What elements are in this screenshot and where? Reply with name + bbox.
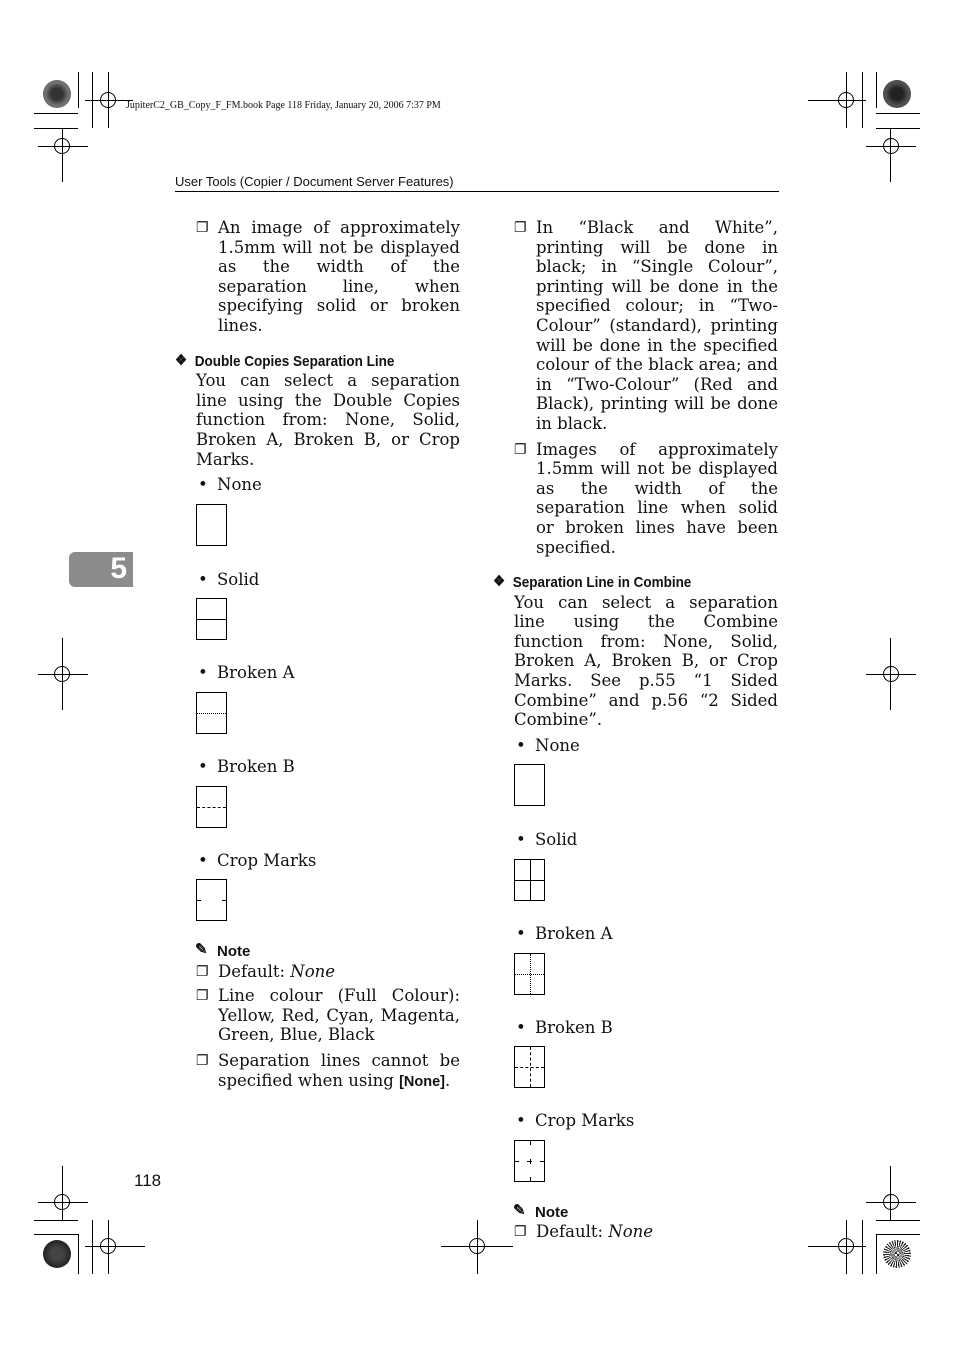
diamond-icon: ❖ bbox=[175, 351, 188, 369]
list-item: • None bbox=[516, 735, 580, 755]
bullet-icon: • bbox=[198, 756, 208, 776]
header-rule bbox=[175, 191, 779, 192]
diamond-icon: ❖ bbox=[493, 573, 506, 591]
checkbox-icon: ❐ bbox=[514, 441, 527, 458]
registration-mark-icon bbox=[54, 666, 70, 682]
section-body: You can select a separation line using the Combine function from: None, Solid, Broken A, Broken B, or Crop Marks. See p.55 “1 Sided Combine” and p.56 “2 Sided Combine”. bbox=[514, 592, 778, 730]
note-heading: ✎ Note bbox=[513, 1201, 569, 1221]
combine-none-diagram bbox=[514, 764, 545, 806]
checkbox-icon: ❐ bbox=[514, 1224, 527, 1241]
registration-mark-icon bbox=[883, 1194, 899, 1210]
pencil-icon: ✎ bbox=[513, 1201, 526, 1219]
list-item: • Crop Marks bbox=[198, 850, 317, 870]
page-number: 118 bbox=[134, 1171, 162, 1190]
section-title-combine: ❖ Separation Line in Combine bbox=[493, 573, 692, 592]
list-item: • Broken A bbox=[516, 924, 613, 944]
section-body: You can select a separation line using the Double Copies function from: None, Solid, Broken A, Broken B, or Crop Marks. bbox=[196, 371, 460, 469]
note-colour-modes: ❐ In “Black and White”, printing will be done in black; in “Single Colour”, printing will be done in the specified colour; in “Two-Colour” (standard), printing will be done in the specified colour of the black area; and in “Two-Colour” (Red and Black), printing will be done in black. bbox=[514, 218, 778, 433]
list-item: • Broken A bbox=[198, 663, 295, 683]
separation-broken-a-diagram bbox=[196, 692, 227, 734]
bullet-icon: • bbox=[516, 735, 526, 755]
bullet-icon: • bbox=[516, 1017, 526, 1037]
separation-crop-marks-diagram bbox=[196, 879, 227, 921]
bullet-icon: • bbox=[198, 663, 208, 683]
list-item: • Solid bbox=[516, 830, 578, 850]
bullet-icon: • bbox=[516, 1111, 526, 1131]
bullet-icon: • bbox=[198, 475, 208, 495]
color-target-icon bbox=[43, 80, 71, 108]
combine-broken-a-diagram bbox=[514, 953, 545, 995]
registration-mark-icon bbox=[54, 138, 70, 154]
intro-note bbox=[196, 218, 460, 336]
right-column bbox=[493, 218, 778, 1248]
checkbox-icon: ❐ bbox=[196, 1053, 209, 1070]
checkbox-icon: ❐ bbox=[196, 988, 209, 1005]
list-item: • Broken B bbox=[516, 1017, 613, 1037]
running-header: User Tools (Copier / Document Server Features) bbox=[175, 174, 454, 189]
separation-solid-diagram bbox=[196, 598, 227, 640]
bullet-icon: • bbox=[198, 569, 208, 589]
list-item: • Solid bbox=[198, 569, 260, 589]
note-heading: ✎ Note bbox=[195, 941, 251, 961]
color-target-icon bbox=[43, 1240, 71, 1268]
pencil-icon: ✎ bbox=[195, 941, 208, 959]
note-default: ❐ Default: None bbox=[196, 961, 336, 981]
intro-note-text: An image of approximately 1.5mm will not be displayed as the width of the separation line, when specifying solid or broken lines. bbox=[218, 218, 460, 335]
registration-mark-icon bbox=[54, 1194, 70, 1210]
combine-crop-marks-diagram bbox=[514, 1140, 545, 1182]
separation-none-diagram bbox=[196, 504, 227, 546]
separation-broken-b-diagram bbox=[196, 786, 227, 828]
checkbox-icon: ❐ bbox=[514, 220, 527, 236]
registration-mark-icon bbox=[100, 1238, 116, 1254]
color-target-icon bbox=[883, 80, 911, 108]
note-image-width: ❐ Images of approximately 1.5mm will not be displayed as the width of the separation line when solid or broken lines have been specified. bbox=[514, 439, 778, 557]
section-title-double-copies: ❖ Double Copies Separation Line bbox=[175, 351, 395, 370]
left-column bbox=[175, 218, 460, 1098]
chapter-number: 5 bbox=[110, 552, 127, 585]
list-item: • None bbox=[198, 475, 262, 495]
list-item: • Crop Marks bbox=[516, 1111, 635, 1131]
note-line-colour: ❐ Line colour (Full Colour): Yellow, Red, Cyan, Magenta, Green, Blue, Black bbox=[196, 986, 460, 1045]
color-target-icon bbox=[883, 1240, 911, 1268]
book-meta-line: JupiterC2_GB_Copy_F_FM.book Page 118 Friday, January 20, 2006 7:37 PM bbox=[126, 100, 441, 111]
registration-mark-icon bbox=[838, 1238, 854, 1254]
bullet-icon: • bbox=[516, 830, 526, 850]
registration-mark-icon bbox=[469, 1238, 485, 1254]
note-default: ❐ Default: None bbox=[514, 1222, 654, 1242]
bullet-icon: • bbox=[198, 850, 208, 870]
chapter-tab bbox=[69, 552, 133, 587]
note-cannot-specify: ❐ Separation lines cannot be specified when using [None]. bbox=[196, 1051, 460, 1090]
combine-solid-diagram bbox=[514, 859, 545, 901]
registration-mark-icon bbox=[883, 666, 899, 682]
checkbox-icon: ❐ bbox=[196, 220, 209, 236]
checkbox-icon: ❐ bbox=[196, 963, 209, 980]
registration-mark-icon bbox=[100, 92, 116, 108]
bullet-icon: • bbox=[516, 924, 526, 944]
list-item: • Broken B bbox=[198, 756, 295, 776]
registration-mark-icon bbox=[883, 138, 899, 154]
combine-broken-b-diagram bbox=[514, 1046, 545, 1088]
registration-mark-icon bbox=[838, 92, 854, 108]
